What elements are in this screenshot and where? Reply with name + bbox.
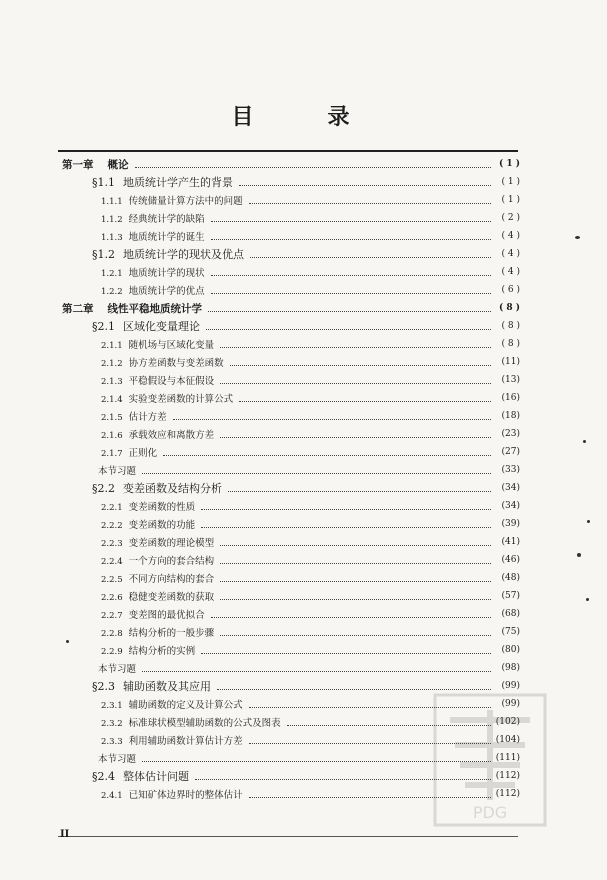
toc-entry-text: 变差函数的理论模型 bbox=[128, 538, 215, 549]
dot-leader bbox=[173, 408, 491, 420]
toc-entry-page: (112) bbox=[495, 789, 520, 799]
toc-entry bbox=[101, 209, 520, 227]
dot-leader bbox=[208, 300, 491, 312]
toc-entry-label bbox=[101, 409, 170, 423]
dot-leader bbox=[249, 786, 491, 798]
toc-entry-label bbox=[101, 733, 246, 747]
toc-entry-text: 传统储量计算方法中的问题 bbox=[128, 196, 243, 207]
toc-entry bbox=[101, 515, 520, 533]
toc-entry-label bbox=[101, 715, 284, 729]
toc-entry-number: 1.2.1 bbox=[101, 269, 123, 279]
scan-speck bbox=[577, 553, 581, 557]
toc-entry bbox=[101, 587, 520, 605]
toc-entry-text: 变差函数的性质 bbox=[128, 502, 196, 513]
dot-leader bbox=[201, 516, 491, 528]
toc-entry-text: 结构分析的实例 bbox=[128, 646, 196, 657]
toc-entry bbox=[101, 551, 520, 569]
toc-entry-number: 2.1.1 bbox=[101, 341, 123, 351]
dot-leader bbox=[249, 696, 491, 708]
toc-entry-label bbox=[101, 625, 217, 639]
scan-speck bbox=[586, 598, 589, 601]
toc-entry-text: 辅助函数及其应用 bbox=[123, 680, 211, 693]
toc-entry-page: (98) bbox=[501, 663, 520, 673]
dot-leader bbox=[163, 444, 491, 456]
toc-entry-number: §1.2 bbox=[92, 248, 115, 261]
toc-entry-label bbox=[101, 535, 217, 549]
toc-entry-page: (99) bbox=[501, 681, 520, 691]
toc-entry-text: 本节习题 bbox=[98, 664, 137, 675]
toc-entry-number: 2.3.3 bbox=[101, 737, 123, 747]
toc-entry bbox=[101, 731, 520, 749]
toc-entry-page: (111) bbox=[495, 753, 520, 763]
toc-entry-number: §2.3 bbox=[92, 680, 115, 693]
toc-entry-text: 本节习题 bbox=[98, 466, 137, 477]
toc-entry-page: ( 8 ) bbox=[501, 339, 520, 349]
toc-entry-page: (46) bbox=[501, 555, 520, 565]
toc-entry-page: (112) bbox=[495, 771, 520, 781]
toc-entry bbox=[92, 677, 520, 695]
toc-entry-label bbox=[101, 337, 217, 351]
toc-entry bbox=[62, 299, 520, 317]
dot-leader bbox=[211, 264, 491, 276]
toc-entry-label bbox=[101, 355, 227, 369]
dot-leader bbox=[211, 210, 491, 222]
toc-entry-label bbox=[62, 157, 132, 172]
toc-entry-label bbox=[92, 246, 247, 262]
dot-leader bbox=[220, 534, 491, 546]
dot-leader bbox=[220, 588, 491, 600]
dot-leader bbox=[220, 426, 491, 438]
dot-leader bbox=[220, 570, 491, 582]
toc-entry bbox=[98, 461, 520, 479]
toc-entry bbox=[101, 335, 520, 353]
toc-entry-text: 地质统计学产生的背景 bbox=[123, 176, 233, 189]
toc-entry bbox=[92, 173, 520, 191]
toc-entry-label bbox=[92, 174, 236, 190]
stamp-text: PDG bbox=[472, 803, 508, 822]
toc-entry-page: (11) bbox=[501, 357, 520, 367]
dot-leader bbox=[142, 750, 491, 762]
toc-entry-label bbox=[92, 678, 214, 694]
toc-entry-number: 2.1.4 bbox=[101, 395, 123, 405]
toc-entry-page: (57) bbox=[501, 591, 520, 601]
toc-entry-number: 2.2.6 bbox=[101, 593, 123, 603]
toc-entry-text: 随机场与区域化变量 bbox=[128, 340, 215, 351]
toc-entry bbox=[92, 317, 520, 335]
toc-entry-number: 1.2.2 bbox=[101, 287, 123, 297]
toc-entry-label bbox=[98, 463, 139, 477]
dot-leader bbox=[211, 282, 491, 294]
toc-entry-label bbox=[101, 427, 217, 441]
toc-entry-text: 地质统计学的现状及优点 bbox=[123, 248, 244, 261]
toc-entry-label bbox=[101, 571, 217, 585]
toc-entry-page: (80) bbox=[501, 645, 520, 655]
toc-entry-text: 标准球状模型辅助函数的公式及图表 bbox=[128, 718, 281, 729]
toc-entry-page: ( 4 ) bbox=[501, 267, 520, 277]
toc-entry-label bbox=[101, 697, 246, 711]
toc-entry-number: 2.3.2 bbox=[101, 719, 123, 729]
toc-entry-text: 估计方差 bbox=[128, 412, 167, 423]
toc-entry-text: 变差函数及结构分析 bbox=[123, 482, 222, 495]
toc-entry bbox=[101, 353, 520, 371]
toc-entry-number: 2.2.2 bbox=[101, 521, 123, 531]
dot-leader bbox=[220, 624, 491, 636]
toc-entry-page: ( 2 ) bbox=[501, 213, 520, 223]
toc-entry bbox=[92, 479, 520, 497]
toc-entry bbox=[98, 749, 520, 767]
toc-entry bbox=[101, 281, 520, 299]
toc-entry-text: 结构分析的一般步骤 bbox=[128, 628, 215, 639]
toc-entry-page: (68) bbox=[501, 609, 520, 619]
toc-entry-number: §2.4 bbox=[92, 770, 115, 783]
dot-leader bbox=[142, 660, 491, 672]
toc-entry-number: 2.1.2 bbox=[101, 359, 123, 369]
toc-entry-number: 2.1.7 bbox=[101, 449, 123, 459]
toc-entry-label bbox=[101, 283, 208, 297]
toc-entry bbox=[101, 227, 520, 245]
dot-leader bbox=[195, 768, 491, 780]
toc-entry-number: 2.2.8 bbox=[101, 629, 123, 639]
toc-entry bbox=[92, 767, 520, 785]
dot-leader bbox=[220, 372, 491, 384]
dot-leader bbox=[142, 462, 491, 474]
toc-entry-label bbox=[101, 607, 208, 621]
toc-entry-page: ( 1 ) bbox=[501, 177, 520, 187]
dot-leader bbox=[287, 714, 491, 726]
toc-entry-text: 概论 bbox=[107, 158, 129, 171]
toc-entry-number: 2.1.5 bbox=[101, 413, 123, 423]
dot-leader bbox=[217, 678, 491, 690]
toc-entry bbox=[101, 389, 520, 407]
toc-entry-label bbox=[92, 480, 225, 496]
page-number: II bbox=[60, 829, 70, 840]
toc-entry-label bbox=[98, 751, 139, 765]
toc-entry bbox=[101, 785, 520, 803]
toc-entry-number: 第二章 bbox=[62, 302, 94, 315]
toc-entry-label bbox=[101, 265, 208, 279]
toc-entry-label bbox=[101, 517, 198, 531]
toc-entry-number: §2.1 bbox=[92, 320, 115, 333]
toc-entry-page: (48) bbox=[501, 573, 520, 583]
toc-entry-page: (16) bbox=[501, 393, 520, 403]
toc-entry-label bbox=[101, 643, 198, 657]
toc-entry-text: 利用辅助函数计算估计方差 bbox=[128, 736, 243, 747]
toc-entry-text: 协方差函数与变差函数 bbox=[128, 358, 224, 369]
toc-entry-page: (34) bbox=[501, 501, 520, 511]
toc-entry-page: ( 1 ) bbox=[501, 195, 520, 205]
toc-entry-number: 2.2.5 bbox=[101, 575, 123, 585]
toc-entry-number: 2.1.3 bbox=[101, 377, 123, 387]
toc-entry bbox=[101, 443, 520, 461]
toc-entry-text: 地质统计学的诞生 bbox=[128, 232, 205, 243]
toc-entry-page: (104) bbox=[495, 735, 520, 745]
toc-entry bbox=[101, 371, 520, 389]
top-rule bbox=[58, 150, 518, 152]
toc-entry-page: (39) bbox=[501, 519, 520, 529]
toc-entry bbox=[101, 263, 520, 281]
scan-speck bbox=[587, 520, 590, 523]
toc-entry-number: 1.1.1 bbox=[101, 197, 123, 207]
toc-entry-text: 区域化变量理论 bbox=[123, 320, 200, 333]
toc-entry bbox=[101, 497, 520, 515]
toc-entry-number: 1.1.3 bbox=[101, 233, 123, 243]
toc-entry-page: (33) bbox=[501, 465, 520, 475]
dot-leader bbox=[249, 732, 491, 744]
scan-speck bbox=[583, 440, 586, 443]
dot-leader bbox=[211, 606, 491, 618]
toc-entry bbox=[101, 605, 520, 623]
toc-entry-number: §2.2 bbox=[92, 482, 115, 495]
toc-entry-page: (18) bbox=[501, 411, 520, 421]
toc-entry-text: 地质统计学的优点 bbox=[128, 286, 205, 297]
toc-entry-page: (27) bbox=[501, 447, 520, 457]
toc-entry bbox=[101, 425, 520, 443]
toc-entry bbox=[101, 569, 520, 587]
dot-leader bbox=[201, 642, 491, 654]
toc-entry-text: 已知矿体边界时的整体估计 bbox=[128, 790, 243, 801]
toc-entry-page: (13) bbox=[501, 375, 520, 385]
dot-leader bbox=[220, 552, 491, 564]
toc-entry-number: 2.2.7 bbox=[101, 611, 123, 621]
dot-leader bbox=[201, 498, 491, 510]
toc-entry-label bbox=[101, 553, 217, 567]
toc-entry-number: 2.2.1 bbox=[101, 503, 123, 513]
toc-entry-page: ( 8 ) bbox=[498, 303, 520, 313]
toc-entry-page: (34) bbox=[501, 483, 520, 493]
toc-entry-page: ( 8 ) bbox=[501, 321, 520, 331]
toc-entry-label bbox=[62, 301, 205, 316]
toc-entry-number: 2.2.4 bbox=[101, 557, 123, 567]
scan-speck bbox=[575, 236, 580, 239]
toc-entry-text: 一个方向的套合结构 bbox=[128, 556, 215, 567]
toc-entry-number: 2.2.3 bbox=[101, 539, 123, 549]
toc-entry-text: 承载效应和离散方差 bbox=[128, 430, 215, 441]
toc-entry-label bbox=[101, 391, 236, 405]
toc-entry-page: (41) bbox=[501, 537, 520, 547]
toc-entry-label bbox=[98, 661, 139, 675]
toc-entry-label bbox=[101, 787, 246, 801]
dot-leader bbox=[220, 336, 491, 348]
toc-entry-label bbox=[101, 211, 208, 225]
toc-entry-text: 本节习题 bbox=[98, 754, 137, 765]
toc-entry bbox=[62, 155, 520, 173]
toc-entry-number: §1.1 bbox=[92, 176, 115, 189]
toc-entry-text: 不同方向结构的套合 bbox=[128, 574, 215, 585]
toc-entry-text: 地质统计学的现状 bbox=[128, 268, 205, 279]
toc-entry-page: (102) bbox=[495, 717, 520, 727]
toc-entry-label bbox=[101, 499, 198, 513]
toc-entry-page: (99) bbox=[501, 699, 520, 709]
toc-entry-text: 经典统计学的缺陷 bbox=[128, 214, 205, 225]
page-title: 目 录 bbox=[231, 104, 376, 130]
toc-entry bbox=[101, 533, 520, 551]
toc-entry-label bbox=[92, 768, 192, 784]
toc-entry-text: 变差图的最优拟合 bbox=[128, 610, 205, 621]
dot-leader bbox=[249, 192, 491, 204]
toc-entry-page: ( 1 ) bbox=[498, 159, 520, 169]
toc-entry-text: 正则化 bbox=[128, 448, 158, 459]
toc-entry-text: 线性平稳地质统计学 bbox=[107, 302, 202, 315]
dot-leader bbox=[135, 156, 492, 168]
dot-leader bbox=[239, 174, 491, 186]
toc-entry bbox=[101, 407, 520, 425]
toc-entry bbox=[101, 695, 520, 713]
toc-entry-text: 实验变差函数的计算公式 bbox=[128, 394, 234, 405]
toc-entry-text: 稳健变差函数的获取 bbox=[128, 592, 215, 603]
toc-entry-number: 1.1.2 bbox=[101, 215, 123, 225]
toc-entry-page: (75) bbox=[501, 627, 520, 637]
toc-entry-label bbox=[101, 229, 208, 243]
bottom-rule bbox=[58, 836, 518, 837]
toc-entry bbox=[101, 641, 520, 659]
dot-leader bbox=[206, 318, 491, 330]
toc-entry-page: (23) bbox=[501, 429, 520, 439]
dot-leader bbox=[230, 354, 491, 366]
scan-speck bbox=[66, 640, 69, 643]
toc-entry bbox=[92, 245, 520, 263]
dot-leader bbox=[211, 228, 491, 240]
toc-entry-label bbox=[92, 318, 203, 334]
toc-entry bbox=[101, 623, 520, 641]
toc-entry-label bbox=[101, 373, 217, 387]
toc-entry-number: 第一章 bbox=[62, 158, 94, 171]
dot-leader bbox=[239, 390, 491, 402]
toc-entry-number: 2.1.6 bbox=[101, 431, 123, 441]
toc-entry-page: ( 6 ) bbox=[501, 285, 520, 295]
toc-entry bbox=[98, 659, 520, 677]
toc-entry-number: 2.3.1 bbox=[101, 701, 123, 711]
toc-entry-text: 变差函数的功能 bbox=[128, 520, 196, 531]
toc-entry-label bbox=[101, 193, 246, 207]
toc-entry-text: 辅助函数的定义及计算公式 bbox=[128, 700, 243, 711]
toc-entry-label bbox=[101, 589, 217, 603]
toc-entry bbox=[101, 191, 520, 209]
toc-entry-text: 整体估计问题 bbox=[123, 770, 189, 783]
toc-entry-label bbox=[101, 445, 160, 459]
toc-entry-number: 2.2.9 bbox=[101, 647, 123, 657]
toc-entry bbox=[101, 713, 520, 731]
toc-entry-number: 2.4.1 bbox=[101, 791, 123, 801]
dot-leader bbox=[228, 480, 491, 492]
toc-entry-page: ( 4 ) bbox=[501, 249, 520, 259]
toc-entry-page: ( 4 ) bbox=[501, 231, 520, 241]
dot-leader bbox=[250, 246, 491, 258]
toc-entry-text: 平稳假设与本征假设 bbox=[128, 376, 215, 387]
